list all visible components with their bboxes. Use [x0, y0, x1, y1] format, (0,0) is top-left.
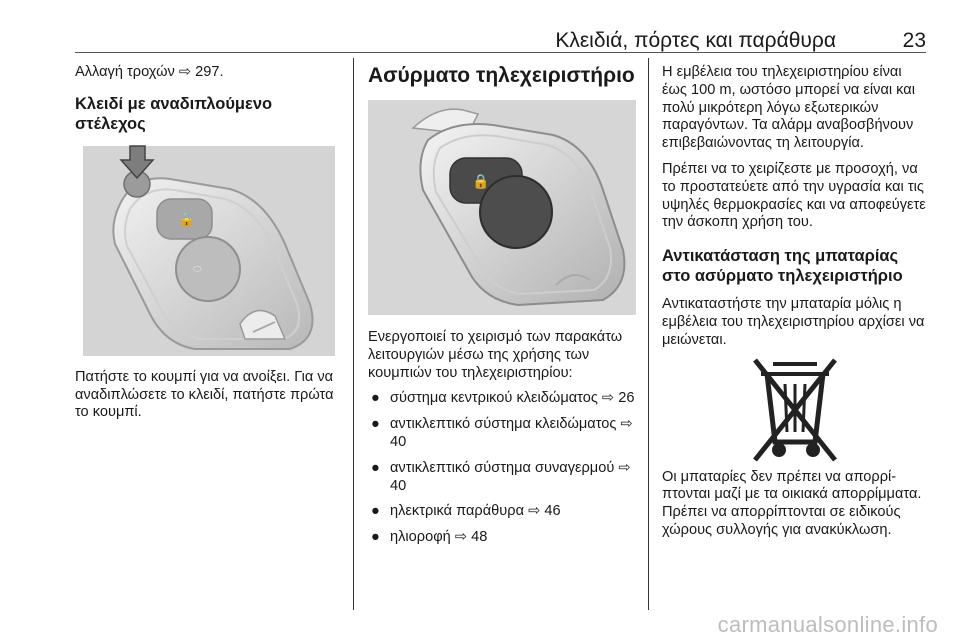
range-paragraph: Η εμβέλεια του τηλεχειριστηρίου είναι έως 100 m, ωστόσο μπορεί να είναι και πολύ μικρότερη λόγω εξωτερικών παραγόντων. Τα αλάρμ αναβοσβήνουν επιβεβαιώνοντας τη λειτουργία. [662, 64, 915, 152]
column-1 [75, 64, 343, 430]
wheel-change-reference[interactable]: Αλλαγή τροχών ⇨ 297. [75, 64, 224, 80]
svg-text:🔒: 🔒 [178, 212, 196, 228]
bullet-icon: ● [371, 503, 380, 520]
crossed-bin-icon [662, 358, 928, 463]
bullet-icon: ● [371, 416, 380, 433]
svg-text:🔒: 🔒 [472, 174, 490, 190]
remote-control-figure [368, 100, 636, 315]
list-item[interactable]: ● αντικλεπτικό σύστημα κλειδώματος ⇨ 40 [371, 416, 633, 450]
remote-control-description: Ενεργοποιεί το χειρισμό των παρακάτω λειτουργιών μέσω της χρήσης των κουμπιών του τηλεχειριστηρίου: [368, 329, 623, 381]
folding-key-heading: Κλειδί με αναδιπλούμενο στέλεχος [75, 94, 273, 133]
list-item[interactable]: ● σύστημα κεντρικού κλειδώματος ⇨ 26 [371, 390, 635, 407]
watermark: carmanualsonline.info [717, 612, 938, 637]
column-divider-left [353, 58, 354, 610]
battery-replacement-paragraph: Αντικαταστήστε την μπαταρία μόλις η εμβέλεια του τηλεχειριστηρίου αρχίσει να μειώνεται. [662, 296, 925, 348]
header-rule [75, 52, 926, 53]
bullet-icon: ● [371, 529, 380, 546]
bullet-icon: ● [371, 390, 380, 407]
remote-control-heading: Ασύρματο τηλεχειριστήριο [368, 64, 635, 87]
page-number: 23 [902, 29, 926, 52]
header-title: Κλειδιά, πόρτες και παράθυρα [555, 29, 836, 52]
folding-key-caption: Πατήστε το κουμπί για να ανοίξει. Για να αναδιπλώσετε το κλειδί, πατήστε πρώτα το κουμπί. [75, 368, 334, 421]
list-item[interactable]: ● αντικλεπτικό σύστημα συναγερμού ⇨ 40 [371, 459, 631, 494]
column-2 [368, 64, 636, 555]
bullet-icon: ● [371, 459, 380, 476]
battery-disposal-paragraph: Οι μπαταρίες δεν πρέπει να απορρίπτονται μαζί με τα οικιακά απορρίμματα. Πρέπει να απορρίπτονται σε ειδικούς χώρους συλλογής για ανακύκλωση. [662, 468, 922, 538]
svg-text:⬭: ⬭ [193, 263, 202, 275]
battery-replacement-heading: Αντικατάσταση της μπαταρίας στο ασύρματο τηλεχειριστήριο [662, 247, 903, 286]
remote-functions-list [368, 390, 636, 547]
list-item[interactable]: ● ηλιοροφή ⇨ 48 [371, 529, 488, 546]
list-item[interactable]: ● ηλεκτρικά παράθυρα ⇨ 46 [371, 503, 561, 520]
care-paragraph: Πρέπει να το χειρίζεστε με προσοχή, να το προστατεύετε από την υγρασία και τις υψηλές θερμοκρασίες και να αποφεύγετε την άσκοπη χρήση του. [662, 160, 926, 231]
column-3 [662, 64, 928, 548]
column-divider-right [648, 58, 649, 610]
folding-key-figure [75, 144, 343, 359]
